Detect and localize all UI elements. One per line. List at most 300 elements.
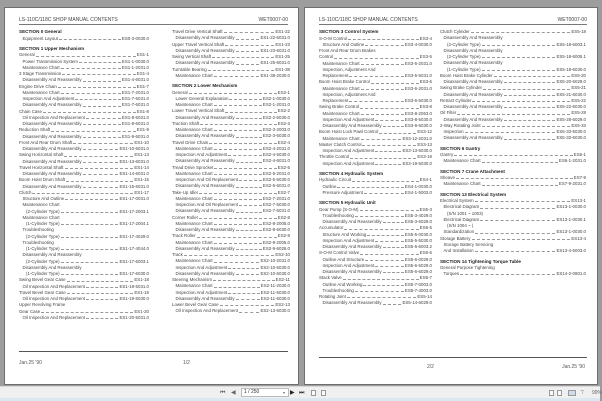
toc-entry-title: Storage Battery (440, 235, 471, 241)
toc-entry-title: Gear Case (19, 308, 41, 314)
toc-entry-code: ES5-3 (419, 206, 432, 212)
toc-entry-code: ES2-2 (277, 108, 290, 114)
toc-entry-title: Pressure Adjustment (322, 189, 364, 195)
dot-leader (239, 205, 262, 206)
toc-entry-title: Outline And Structure (322, 256, 365, 262)
contents-column-left (319, 29, 432, 307)
dot-leader (457, 114, 570, 115)
toc-entry-code: ES1-10-6031.0 (119, 146, 149, 151)
toc-entry-title: Outline (322, 183, 337, 189)
dot-leader (504, 95, 556, 96)
toc-entry-title: Maintenance Chart (175, 145, 213, 151)
dot-leader (236, 64, 260, 65)
toc-entry-code: ES6-1 (573, 152, 586, 157)
toc-entry-code: ES5-5-6003.2 (404, 244, 432, 249)
dot-leader (454, 155, 573, 156)
dot-leader (361, 64, 404, 65)
view-page-icon[interactable] (321, 390, 326, 396)
dot-leader (475, 251, 556, 252)
copy-page-icon[interactable] (311, 390, 316, 396)
dot-leader (236, 274, 260, 275)
dot-leader (229, 99, 261, 100)
section-heading: SECTION 0 General (19, 29, 62, 35)
toc-entry-code: ES5-5 (419, 225, 432, 231)
dot-leader (475, 201, 571, 202)
dot-leader (236, 51, 260, 52)
toc-entry-code: ES13-4 (571, 235, 586, 241)
contents-column-right (172, 29, 290, 315)
dot-leader (59, 39, 121, 40)
toc-entry-title: Maintenance Chart (175, 72, 213, 78)
dot-leader (482, 162, 558, 163)
toc-entry-title: Disassembly And Reassembly (175, 35, 235, 41)
toc-entry-code: ES5-21 (571, 85, 586, 91)
toc-entry-title: Inspection And Adjustment (175, 264, 228, 270)
toc-entry-code: ES3-6-2031.0 (404, 85, 432, 91)
toc-entry-code: ES3-8-2063.0 (404, 110, 432, 116)
dot-leader (214, 224, 262, 225)
fit-width-icon[interactable]: ⊤ (580, 390, 585, 396)
toc-entry-code: ES13-1-0030.1 (556, 216, 586, 222)
dot-leader (239, 180, 262, 181)
toc-entry-code: ES2-7-6031.0 (262, 208, 290, 214)
toc-entry-code: ES1-18-5031.0 (119, 283, 149, 289)
dot-leader (482, 126, 571, 127)
dot-leader (383, 272, 404, 273)
dot-leader (471, 32, 571, 33)
toc-entry-code: ES5-6 (419, 250, 432, 256)
dot-leader (61, 274, 119, 275)
dot-leader (213, 280, 275, 281)
footer-rule (19, 351, 288, 352)
dot-leader (79, 62, 121, 63)
toc-entry-title: Oil Filter (440, 110, 457, 116)
toc-entry-code: ES3-8 (419, 104, 432, 110)
toc-entry-code: ES1-14-6031.0 (119, 171, 149, 176)
toc-entry-title: Disassembly And Reassembly (322, 219, 382, 224)
dot-leader (228, 293, 260, 294)
toc-entry-title: Stack Valve (319, 275, 342, 281)
toc-entry-title: Electrical Diagram (443, 216, 480, 222)
dot-leader (209, 143, 277, 144)
toc-entry-title: Boom Hoist Drum Shaft (19, 177, 66, 183)
toc-entry-title: Chain Case (19, 108, 42, 114)
toc-entry-title: Swing Brake Cylinder (440, 85, 482, 91)
toc-entry-title: (2-Cylinder Type) (447, 41, 481, 47)
toc-entry-title: Steering Mechanism (172, 277, 213, 282)
dot-leader (371, 83, 419, 84)
dot-leader (480, 208, 555, 209)
toc-entry-title: Disassembly And Reassembly (322, 244, 382, 249)
toc-entry-title: Inspection And Adjustment (322, 262, 375, 268)
dot-leader (349, 76, 404, 77)
toc-entry-title: Lower General Explanation (175, 95, 229, 101)
page-2 (304, 7, 598, 385)
toc-entry-title: Standardization (443, 229, 475, 235)
toc-entry-title: Master Clutch Control (319, 141, 362, 147)
toc-entry-code: ES1-17-2003.1 (119, 208, 149, 214)
manual-title: LS-110C/118C SHOP MANUAL CONTENTS (319, 17, 418, 23)
toc-entry-code: ES2-7 (277, 189, 290, 195)
dot-leader (465, 132, 556, 133)
toc-entry (19, 315, 149, 321)
dot-leader (343, 279, 419, 280)
toc-entry-code: ES1-17-4044.0 (119, 246, 149, 251)
toc-entry-code: ES5-14 (417, 294, 432, 299)
page-number: 1/2 (183, 360, 190, 366)
toc-entry-title: Oil Inspection And Replacement (22, 114, 85, 120)
viewer-toolbar (0, 386, 600, 398)
toc-entry-title: (1-Cylinder Type) (26, 246, 60, 251)
toc-entry-code: ES2-9 (277, 233, 290, 239)
toc-entry-title: Electrical Diagram (443, 204, 480, 210)
dot-leader (83, 106, 121, 107)
toc-entry-title: Torques (443, 271, 460, 276)
toc-entry-code: ES2-1 (277, 89, 290, 95)
toc-entry-title: Power Transmission System (22, 58, 78, 64)
dot-leader (236, 137, 262, 138)
toc-entry-title: Boom Hoist Brake Control (319, 79, 370, 85)
toc-entry-title: Maintenance Chart (322, 110, 360, 116)
dot-leader (365, 45, 404, 46)
toc-entry-title: Reduction Shaft (19, 127, 51, 133)
dot-leader (383, 304, 402, 305)
toc-entry-title: Disassembly And Reassembly (22, 183, 82, 189)
toc-entry-title: Disassembly And Reassembly (22, 133, 82, 139)
dot-leader (375, 151, 401, 152)
toc-entry-code: ES5-3-4029.0 (404, 212, 432, 218)
toc-entry-title: Lower Travel Vertical Shaft (172, 108, 225, 114)
dot-leader (61, 249, 119, 250)
toc-entry-title: Oil Inspection And Replacement (22, 283, 85, 289)
toc-entry-code: ES1-9 (136, 127, 149, 133)
dot-leader (61, 212, 119, 213)
toc-entry-title: 2-Way Rotating Joint (440, 122, 481, 128)
toc-entry-code: ES2-8 (277, 214, 290, 220)
toc-entry-title: Maintenance Chart (322, 60, 360, 66)
dot-leader (83, 187, 119, 188)
toc-entry-code: ES1-14 (134, 164, 149, 170)
toc-entry-code: ES3-8-5030.0 (404, 116, 432, 122)
dot-leader (61, 68, 121, 69)
toc-entry-code: ES1-17-0031.0 (119, 196, 149, 201)
toc-entry-code: ES3-5 (419, 54, 432, 60)
toc-entry-title: Disassembly And Reassembly (443, 104, 503, 109)
toc-entry-code: ES1-4-6031.0 (121, 77, 149, 83)
dot-leader (61, 262, 119, 263)
toc-entry-code: ES0-3-0030.0 (121, 35, 149, 41)
dot-leader (483, 89, 570, 90)
toc-entry-title: Travel Drive Chain (172, 139, 209, 145)
toc-entry-code: ES5-33-6030.0 (556, 135, 586, 141)
toc-entry-title: Maintenance Chart (22, 64, 60, 70)
dot-leader (236, 230, 262, 231)
dot-leader (236, 162, 262, 163)
toc-entry-code: ES2-7-5030.0 (262, 202, 290, 207)
dot-leader (220, 305, 275, 306)
toc-entry-title: Inspection And Adjustment (322, 237, 375, 243)
toc-entry-code: ES2-10-2031.0 (260, 258, 290, 264)
dot-leader (383, 126, 404, 127)
dot-leader (363, 285, 403, 286)
toc-entry-title: Boom Hoist Brake Cylinder (440, 72, 493, 78)
toc-entry-code: ES13-1 (571, 198, 586, 203)
dot-leader (361, 114, 404, 115)
dot-leader (379, 133, 416, 134)
dot-leader (228, 155, 262, 156)
toc-entry-title: Disassembly And Reassembly (175, 47, 235, 53)
continuous-view-icon[interactable] (557, 390, 562, 396)
dot-leader (214, 105, 262, 106)
dot-leader (214, 168, 276, 169)
toc-entry-title: Storage Battery Servicing (443, 241, 494, 247)
toc-entry-title: Upper Travel Vertical Shaft (172, 41, 225, 47)
toc-entry-code: ES2-13 (275, 302, 290, 307)
toc-entry-code: ES1-9-6031.0 (121, 133, 149, 139)
section-heading: SECTION 1 Upper Mechanism (19, 46, 85, 51)
toc-entry (172, 73, 290, 79)
toc-entry-code: ES2-4-6031.0 (262, 158, 290, 164)
toc-entry-title: Equipment Layout (22, 35, 58, 41)
toc-entry-title: (1-Cylinder Type) (447, 66, 481, 72)
dot-leader (67, 293, 134, 294)
dot-leader (214, 199, 262, 200)
first-page-button[interactable]: ⏮ (220, 390, 226, 396)
toc-entry-title: Boom Hoist Lock Pawl Control (319, 129, 379, 135)
dot-leader (375, 120, 404, 121)
toc-entry-code: ES2-3-2003.0 (262, 127, 290, 132)
last-page-button[interactable]: ⏭ (299, 390, 305, 396)
header-rule (19, 24, 288, 25)
dot-leader (355, 216, 404, 217)
toc-entry-code: ES5-22-6030.0 (556, 104, 586, 109)
toc-entry-code: ES2-13-5030.0 (260, 308, 290, 314)
toc-entry-code: ES3-5-2031.0 (404, 60, 432, 66)
toc-entry-code: ES2-7-2031.0 (262, 195, 290, 201)
toc-entry-code: ES3-12 (417, 129, 432, 135)
toc-entry-code: ES13-1-0030.0 (556, 229, 586, 235)
toc-entry-code: ES4-1 (419, 177, 432, 183)
toc-entry-code: ES1-7-5031.0 (121, 96, 149, 101)
toc-entry-code: ES5-6-0029.0 (404, 256, 432, 262)
dot-leader (337, 187, 403, 188)
toc-entry-code: ES2-10-6030.0 (260, 270, 290, 276)
toc-entry-code: ES2-11-2030.0 (260, 283, 290, 289)
toc-entry-code: ES2-11-6030.0 (260, 295, 290, 301)
page-number-input[interactable]: 1 / 250 (241, 388, 289, 397)
dot-leader (456, 178, 573, 179)
section-heading: SECTION 3 Control System (319, 29, 379, 35)
toc-entry-title: Upper Revolving Frame (19, 302, 66, 308)
dot-leader (350, 158, 416, 159)
dot-leader (361, 89, 404, 90)
dot-leader (348, 39, 418, 40)
toc-entry-code: ES5-18-6005.1 (556, 54, 586, 59)
toc-entry-title: Disassembly And Reassembly (22, 264, 82, 270)
toc-entry-code: ES1-17-6030.0 (119, 271, 149, 276)
toc-entry-title: Maintenance Chart (22, 202, 60, 208)
toc-entry-code: ES1-7-6031.0 (121, 102, 149, 108)
toc-entry-title: Gantry (440, 152, 454, 157)
toc-entry (440, 248, 586, 254)
page-dropdown-icon[interactable]: ▾ (283, 390, 286, 395)
toc-entry-title: Troubleshooting (322, 287, 354, 293)
toc-entry-title: Sheave (440, 175, 455, 180)
dot-leader (86, 118, 121, 119)
dot-leader (67, 281, 134, 282)
single-page-view-icon[interactable] (549, 390, 554, 396)
toc-entry-code: ES1-1 (136, 52, 149, 58)
dot-leader (239, 312, 259, 313)
toc-entry-title: Control (319, 54, 334, 60)
dot-leader (225, 45, 274, 46)
toc-entry-code: ES3-19 (417, 154, 432, 160)
toc-entry-code: ES3-6 (419, 79, 432, 85)
dot-leader (61, 224, 119, 225)
toc-entry (440, 135, 586, 141)
toc-entry-code: ES2-5-2031.0 (262, 170, 290, 176)
dot-leader (236, 39, 260, 40)
toc-entry-title: Maintenance Chart (175, 258, 213, 264)
toc-entry-code: ES5-20 (571, 72, 586, 78)
toc-entry-title: Travel Horizontal Shaft (19, 164, 64, 170)
toc-entry-code: ES7-9 (573, 175, 586, 180)
toc-entry-code: ES1-19-5030.0 (119, 296, 149, 301)
toc-entry-code: ES1-15-6031.0 (119, 183, 149, 189)
toc-entry-code: ES5-18-6003.1 (556, 41, 586, 47)
dot-leader (214, 287, 260, 288)
footer-date: Jan.25 '90 (562, 364, 585, 370)
toc-entry-title: Rotating Joint (319, 294, 346, 299)
dot-leader (73, 143, 133, 144)
toc-entry-code: ES2-5-5030.0 (262, 177, 290, 182)
toc-entry-title: Track (172, 252, 183, 257)
dot-leader (364, 193, 404, 194)
toc-entry-code: ES1-22-6031.0 (260, 35, 290, 41)
toc-entry-code: ES2-10-5030.0 (260, 264, 290, 270)
toc-entry-title: Disassembly And Reassembly (22, 146, 82, 151)
dot-leader (475, 233, 555, 234)
toc-entry-title: Travel Bevel Gear Case (19, 289, 66, 295)
toc-entry-title: Maintenance Chart (175, 195, 213, 201)
dot-leader (236, 187, 262, 188)
zoom-level[interactable]: 99% (592, 390, 602, 396)
dot-leader (214, 149, 262, 150)
toc-entry-code: ES1-4 (136, 71, 149, 76)
dot-leader (208, 70, 275, 71)
toc-entry-code: ES5-3-6029.0 (404, 219, 432, 224)
toc-entry-code: ES1-17-4029.0 (119, 233, 149, 239)
section-heading: SECTION 5 Hydraulic Unit (319, 200, 376, 206)
dot-leader (199, 218, 277, 219)
toc-entry-code: ES3-4 (419, 35, 432, 41)
toc-entry-code: ES1-23-6031.0 (260, 47, 290, 53)
toc-entry-code: ES2-8-2005.0 (262, 220, 290, 226)
section-heading: SECTION 7 Crane Attachment (440, 168, 505, 174)
toc-entry-code: ES5-6-5029.0 (404, 262, 432, 268)
toc-entry-title: Maintenance Chart (322, 135, 360, 141)
toc-entry-title: Structure And Outline (322, 41, 365, 47)
dot-leader (375, 241, 404, 242)
toc-entry-code: ES1-10 (134, 139, 149, 145)
dot-leader (334, 58, 419, 59)
dot-leader (383, 247, 404, 248)
contents-column-right (440, 29, 586, 277)
toc-entry-code: ES2-3-6030.0 (262, 133, 290, 139)
two-page-view-icon[interactable] (568, 390, 576, 396)
dot-leader (482, 185, 558, 186)
toc-entry-title: Turntable Bearing (172, 66, 207, 72)
toc-entry-title: Disassembly And Reassembly (322, 269, 382, 274)
toc-entry-code: ES5-14-6029.0 (402, 300, 432, 306)
dot-leader (362, 145, 416, 146)
section-heading: SECTION 6 Gantry (440, 145, 481, 151)
toc-entry-code: ES5-21-6030.0 (556, 91, 586, 97)
toc-entry-code: ES2-1-2031.0 (262, 102, 290, 107)
dot-leader (51, 131, 136, 132)
dot-leader (65, 199, 118, 200)
dot-leader (184, 255, 275, 256)
toc-entry-title: General (172, 89, 188, 95)
dot-leader (41, 312, 133, 313)
toc-entry-code: ES13-1-0030.0 (556, 204, 586, 210)
toc-entry-code: ES1-17-2004.1 (119, 221, 149, 226)
dot-leader (460, 274, 555, 275)
previous-page-button[interactable]: ◀ (231, 390, 236, 396)
toc-entry-title: Maintenance Chart (322, 85, 360, 91)
toc-entry-title: (2-Cylinder Type) (447, 54, 481, 59)
toc-entry-code: ES5-5-5030.0 (404, 237, 432, 243)
toc-entry-code: ES1-7-2031.0 (121, 89, 149, 95)
toc-entry-code: ES1-23 (275, 41, 290, 47)
dot-leader (361, 139, 402, 140)
toc-entry-title: (2-Cylinder Type) (26, 233, 60, 239)
toc-entry-code: ES14-2-0801.0 (556, 271, 586, 276)
dot-leader (66, 181, 133, 182)
footer-rule (319, 357, 587, 358)
dot-leader (61, 237, 119, 238)
dot-leader (86, 299, 118, 300)
dot-leader (352, 181, 419, 182)
toc-entry (172, 308, 290, 314)
toc-entry-title: (2-Cylinder Type) (26, 208, 60, 214)
toc-entry-code: ES3-8-6030.0 (404, 123, 432, 128)
toc-entry-code: ES5-7-4003.0 (404, 287, 432, 293)
toc-entry-code: ES1-17-6003.1 (119, 258, 149, 264)
toc-entry-title: Clutch Cylinder (440, 29, 470, 34)
dot-leader (504, 139, 556, 140)
toc-entry-title: Disassembly And Reassembly (175, 183, 235, 189)
contents-column-left (19, 29, 149, 321)
toc-entry-code: ES2-10 (275, 252, 290, 257)
dot-leader (62, 74, 136, 75)
toc-entry-title: Inspection And Adjustment (22, 96, 75, 101)
dot-leader (83, 162, 119, 163)
next-page-button[interactable]: ▶ (290, 390, 295, 396)
toc-entry-title: Disassembly And Reassembly (443, 135, 503, 141)
toc-entry-title: Outline And Working (322, 281, 363, 287)
toc-entry-title: Maintenance Chart (22, 214, 60, 220)
toc-entry-title: Maintenance Chart (443, 181, 481, 187)
dot-leader (236, 212, 262, 213)
dot-leader (86, 318, 118, 319)
dot-leader (197, 237, 277, 238)
toc-entry-code: ES2-4 (277, 139, 290, 145)
toc-entry-title: Swing Bevel Gear Case (19, 277, 66, 283)
toc-entry-code: ES1-18 (134, 277, 149, 283)
document-number: WET0007-00 (557, 17, 587, 23)
toc-entry-title: Replacement (322, 73, 349, 78)
